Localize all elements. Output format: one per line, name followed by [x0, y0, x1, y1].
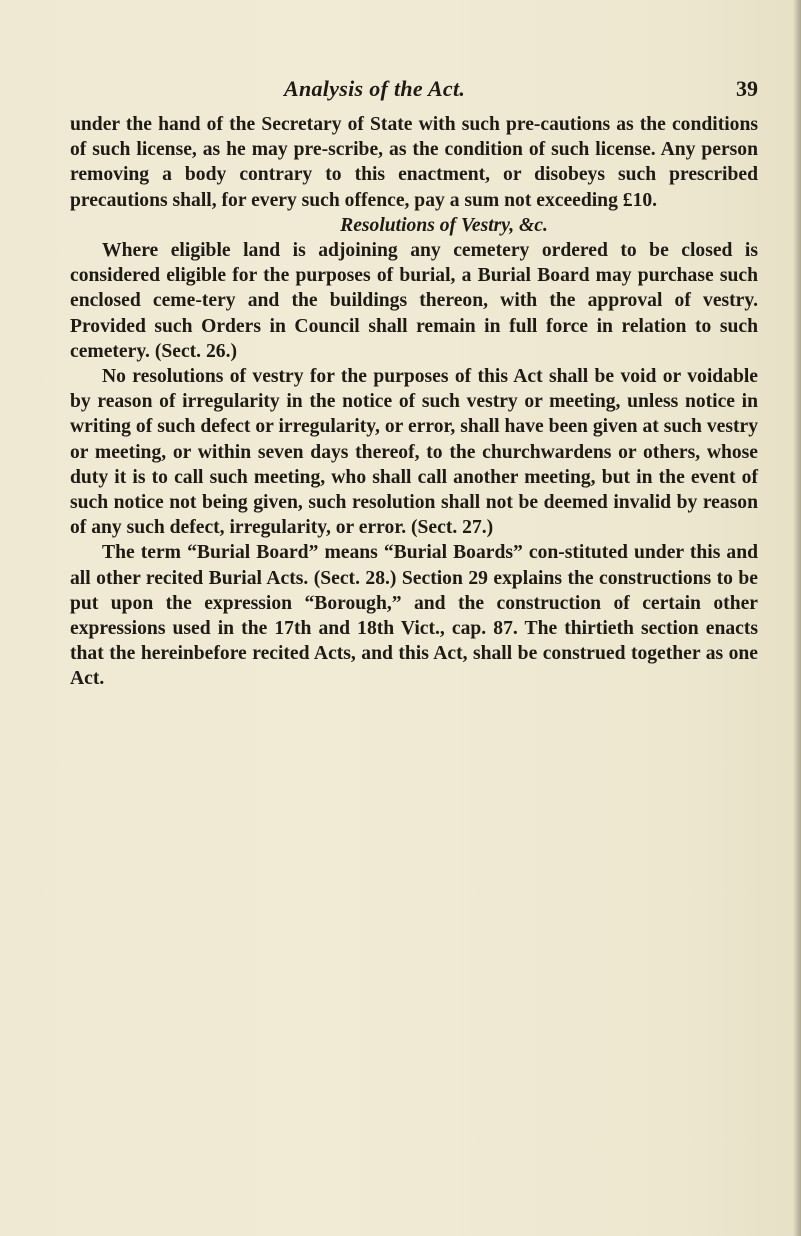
page-header: [70, 76, 758, 106]
paragraph-vestry-resolutions: No resolutions of vestry for the purposes of this Act shall be void or voidable by reason of irregularity in the notice of such vestry or meeting, unless notice in writing of such defect or irregularity, or error, shall have been given at such vestry or meeting, or within seven days thereof, to the churchwardens or others, whose duty it is to call such meeting, who shall call another meeting, but in the event of such notice not being given, such resolution shall not be deemed invalid by reason of any such defect, irregularity, or error. (Sect. 27.): [70, 366, 758, 539]
section-subheading: Resolutions of Vestry, &c.: [340, 214, 548, 236]
paragraph-continued: under the hand of the Secretary of State with such pre-cautions as the conditions of such license, as he may pre-scribe, as the condition of such license. Any person removing a body contrary to this enactment, or disobeys such prescribed precautions shall, for every such offence, pay a sum not exceeding £10.: [70, 114, 758, 211]
running-title: Analysis of the Act.: [284, 76, 466, 101]
paragraph-burial-board-term: The term “Burial Board” means “Burial Boards” con-stituted under this and all other recited Burial Acts. (Sect. 28.) Section 29 explains the constructions to be put upon the expression “Borough,” and the construction of certain other expressions used in the 17th and 18th Vict., cap. 87. The thirtieth section enacts that the hereinbefore recited Acts, and this Act, shall be construed together as one Act.: [70, 542, 758, 690]
paragraph-eligible-land: Where eligible land is adjoining any cemetery ordered to be closed is considered eligible for the purposes of burial, a Burial Board may purchase such enclosed ceme-tery and the buildings thereon, with the approval of vestry. Provided such Orders in Council shall remain in full force in relation to such cemetery. (Sect. 26.): [70, 240, 758, 362]
body-text: [70, 112, 758, 692]
page-edge-shadow: [793, 0, 801, 1236]
page-number: 39: [736, 76, 758, 101]
